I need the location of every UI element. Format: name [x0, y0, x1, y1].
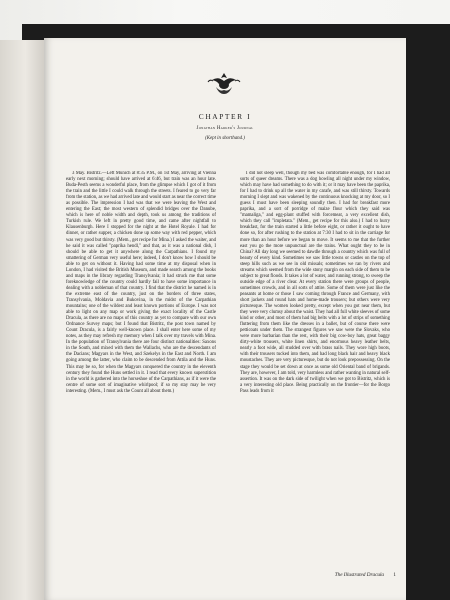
text-column-left — [66, 171, 216, 566]
left-page-edge — [0, 40, 47, 600]
crest-ornament-icon — [207, 70, 241, 96]
book-page — [44, 38, 406, 600]
column-right-text: I did not sleep well, though my bed was comfortable enough, for I had all sorts of queer dreams. There was a dog howling all night under my window, which may have had something to do with it; or it may have been the paprika, for I had to drink up all the water in my carafe, and was still thirsty. Towards morning I slept and was wakened by the continuous knocking at my door, so I guess I must have been sleeping soundly then. I had for breakfast more paprika, and a sort of porridge of maize flour which they said was "mamaliga," and egg-plant stuffed with forcemeat, a very excellent dish, which they call "impletata." (Mem., get recipe for this also.) I had to hurry breakfast, for the train started a little before eight, or rather it ought to have done so, for after rushing to the station at 7:30 I had to sit in the carriage for more than an hour before we began to move. It seems to me that the further east you go the more unpunctual are the trains. What ought they to be in China? All day long we seemed to dawdle through a country which was full of beauty of every kind. Sometimes we saw little towns or castles on the top of steep hills such as we see in old missals; sometimes we ran by rivers and streams which seemed from the wide stony margin on each side of them to be subject to great floods. It takes a lot of water, and running strong, to sweep the outside edge of a river clear. At every station there were groups of people, sometimes crowds, and in all sorts of attire. Some of them were just like the peasants at home or those I saw coming through France and Germany, with short jackets and round hats and home-made trousers; but others were very picturesque. The women looked pretty, except when you got near them, but they were very clumsy about the waist. They had all full white sleeves of some kind or other, and most of them had big belts with a lot of strips of something fluttering from them like the dresses in a ballet, but of course there were petticoats under them. The strangest figures we saw were the Slovaks, who were more barbarian than the rest, with their big cow-boy hats, great baggy dirty-white trousers, white linen shirts, and enormous heavy leather belts, nearly a foot wide, all studded over with brass nails. They wore high boots, with their trousers tucked into them, and had long black hair and heavy black moustaches. They are very picturesque, but do not look prepossessing. On the stage they would be set down at once as some old Oriental band of brigands. They are, however, I am told, very harmless and rather wanting in natural self-assertion. It was on the dark side of twilight when we got to Bistritz, which is a very interesting old place. Being practically on the frontier—for the Borgo Pass leads from it — [240, 171, 390, 394]
column-left-text: 3 May. Bistritz.—Left Munich at 8:35 P.M., on 1st May, arriving at Vienna early next morning; should have arrived at 6:46, but train was an hour late. Buda-Pesth seems a wonderful place, from the glimpse which I got of it from the train and the little I could walk through the streets. I feared to go very far from the station, as we had arrived late and would start as near the correct time as possible. The impression I had was that we were leaving the West and entering the East; the most western of splendid bridges over the Danube, which is here of noble width and depth, took us among the traditions of Turkish rule. We left in pretty good time, and came after nightfall to Klausenburgh. Here I stopped for the night at the Hotel Royale. I had for dinner, or rather supper, a chicken done up some way with red pepper, which was very good but thirsty. (Mem., get recipe for Mina.) I asked the waiter, and he said it was called "paprika hendl," and that, as it was a national dish, I should be able to get it anywhere along the Carpathians. I found my smattering of German very useful here; indeed, I don't know how I should be able to get on without it. Having had some time at my disposal when in London, I had visited the British Museum, and made search among the books and maps in the library regarding Transylvania; it had struck me that some foreknowledge of the country could hardly fail to have some importance in dealing with a nobleman of that country. I find that the district he named is in the extreme east of the country, just on the borders of three states, Transylvania, Moldavia and Bukovina, in the midst of the Carpathian mountains; one of the wildest and least known portions of Europe. I was not able to light on any map or work giving the exact locality of the Castle Dracula, as there are no maps of this country as yet to compare with our own Ordnance Survey maps; but I found that Bistritz, the post town named by Count Dracula, is a fairly well-known place. I shall enter here some of my notes, as they may refresh my memory when I talk over my travels with Mina. In the population of Transylvania there are four distinct nationalities: Saxons in the South, and mixed with them the Wallachs, who are the descendants of the Dacians; Magyars in the West, and Szekelys in the East and North. I am going among the latter, who claim to be descended from Attila and the Huns. This may be so, for when the Magyars conquered the country in the eleventh century they found the Huns settled in it. I read that every known superstition in the world is gathered into the horseshoe of the Carpathians, as if it were the centre of some sort of imaginative whirlpool; if so my stay may be very interesting. (Mem., I must ask the Count all about them.) — [66, 171, 216, 394]
running-footer-title: The Illustrated Dracula — [334, 572, 384, 578]
chapter-note: (Kept in shorthand.) — [205, 136, 245, 141]
text-column-right — [240, 171, 390, 566]
chapter-heading: CHAPTER I — [198, 112, 252, 121]
page-number: 1 — [393, 572, 396, 578]
chapter-subtitle: Jonathan Harker's Journal — [196, 126, 254, 131]
